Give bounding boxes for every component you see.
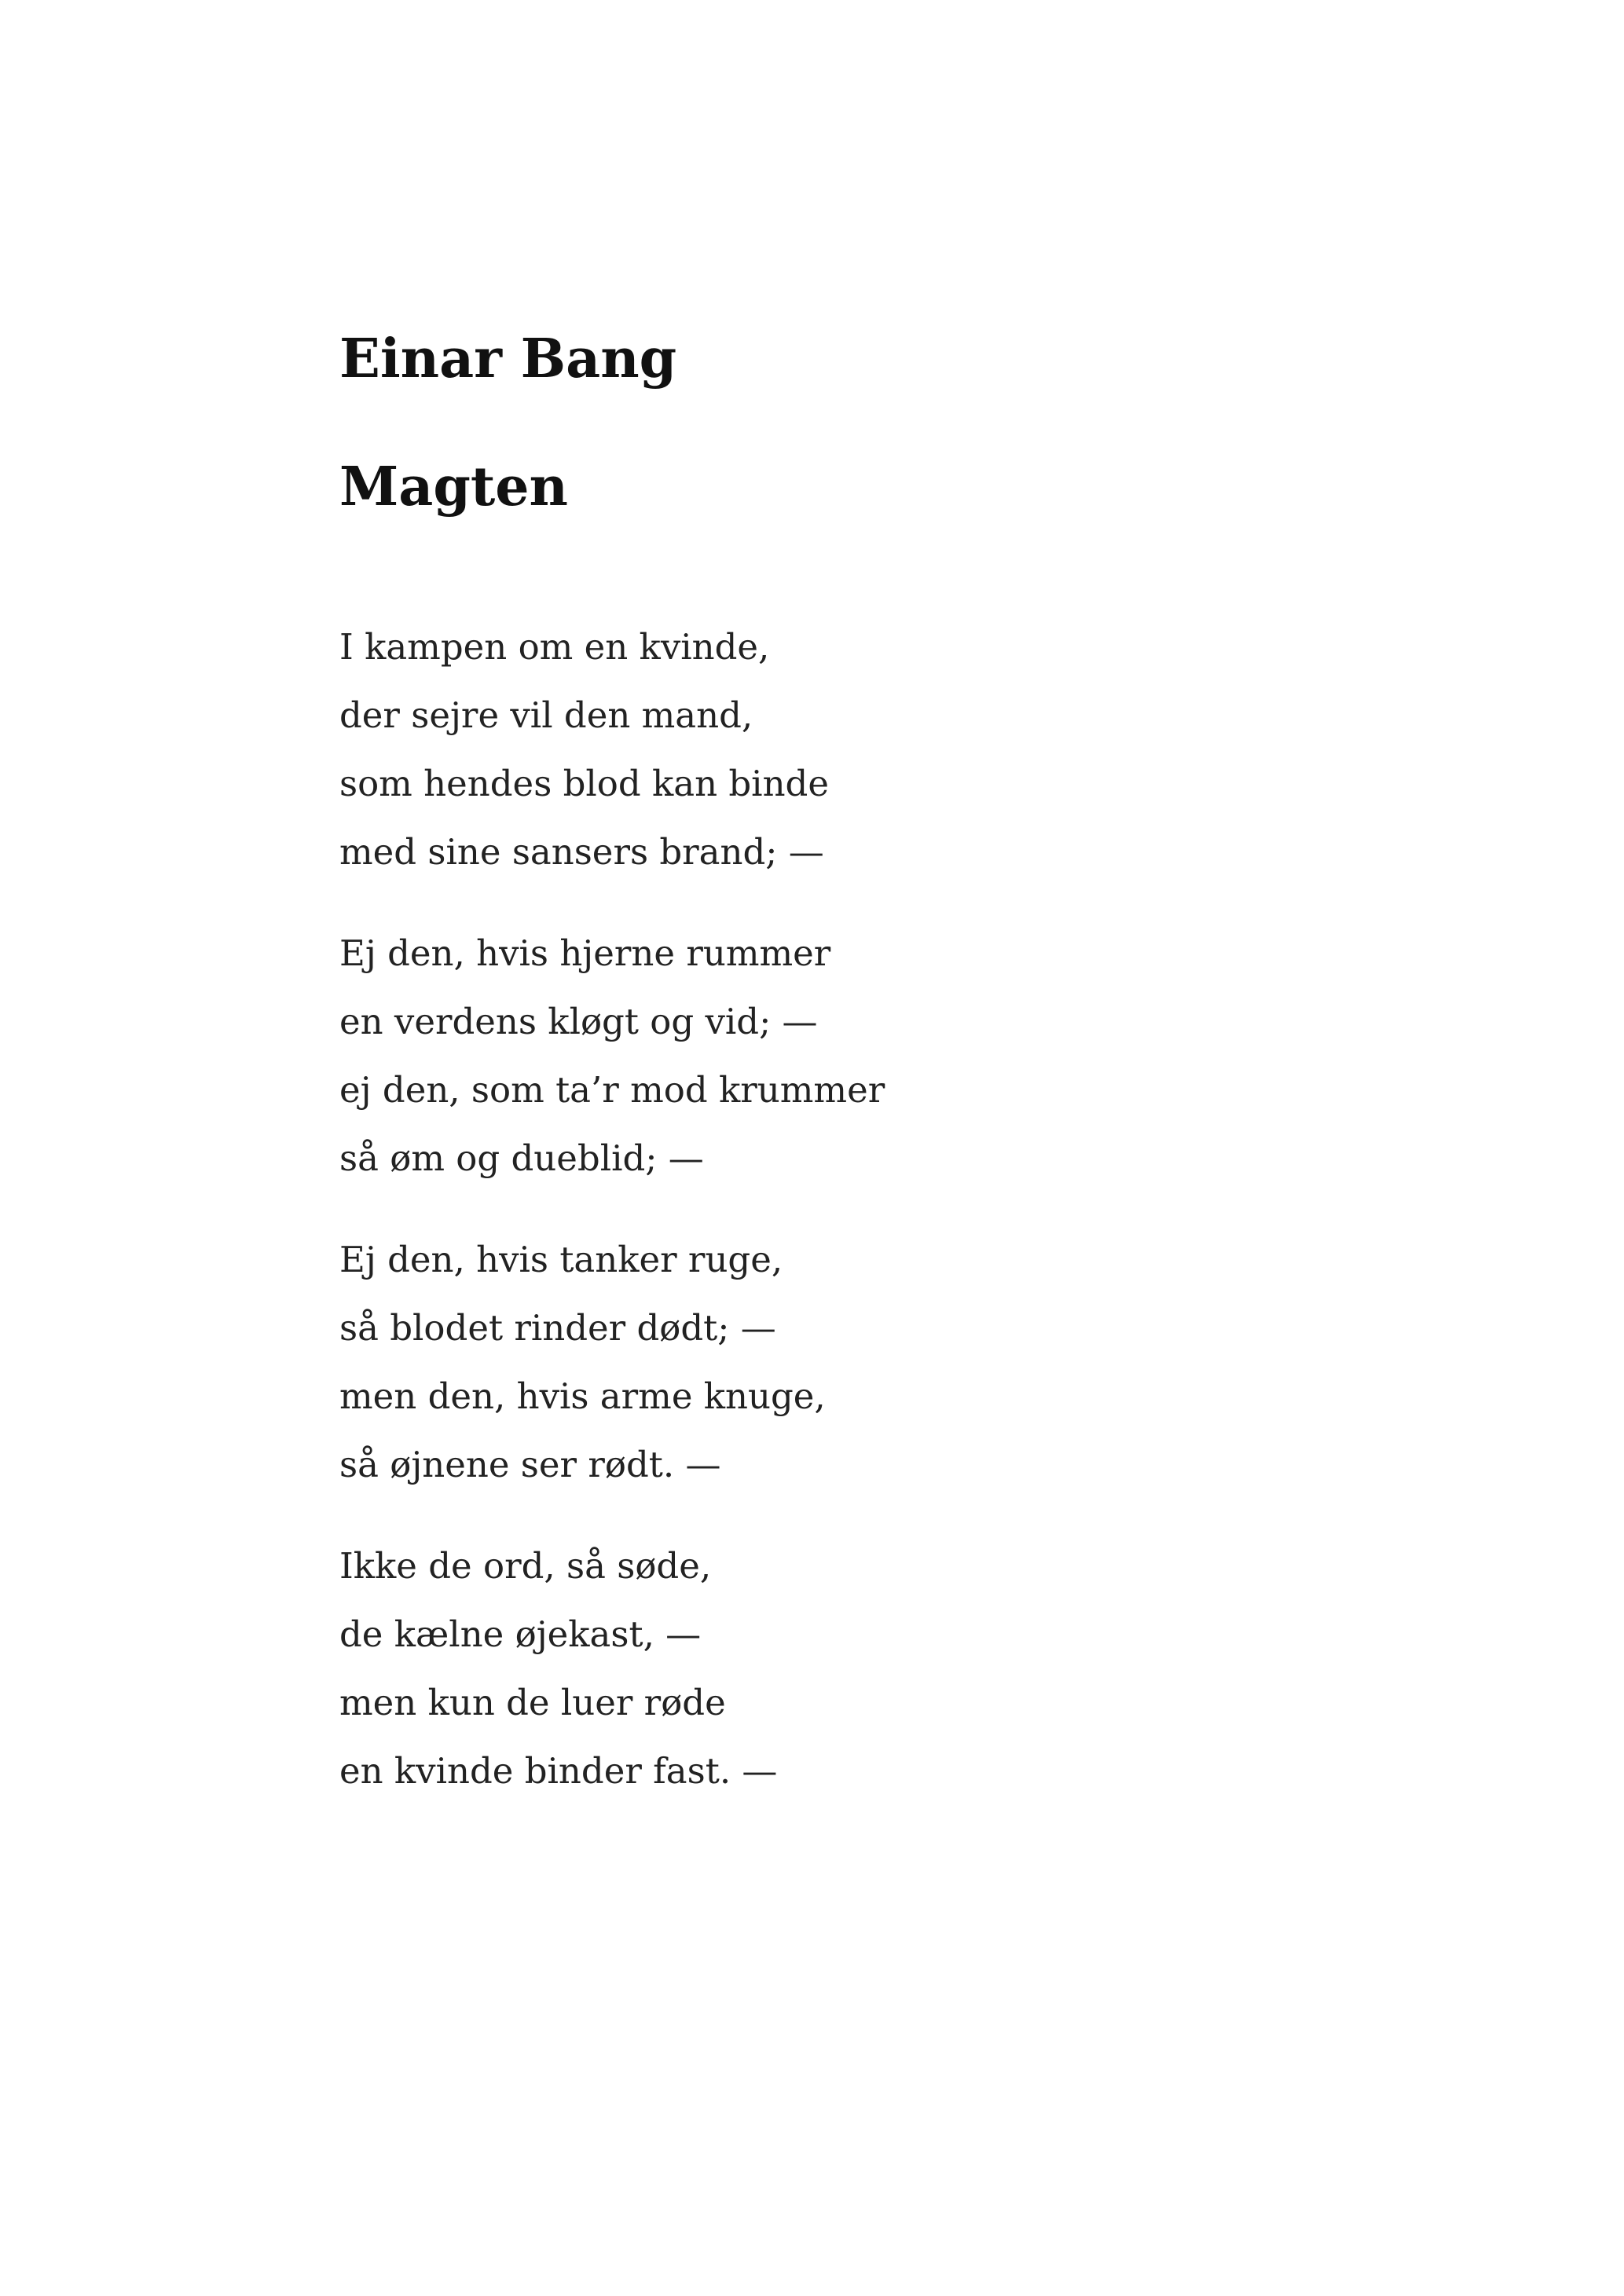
poem-line: så øjnene ser rødt. —	[339, 1444, 721, 1485]
poem-line: ej den, som ta’r mod krummer	[339, 1069, 885, 1111]
stanza-3	[339, 1225, 885, 1499]
poem-line: der sejre vil den mand,	[339, 694, 753, 736]
poem-line: så øm og dueblid; —	[339, 1137, 704, 1179]
poem-line: med sine sansers brand; —	[339, 831, 824, 873]
poem-line: Ej den, hvis hjerne rummer	[339, 932, 831, 974]
poem-line: en kvinde binder fast. —	[339, 1750, 778, 1792]
author-heading: Einar Bang	[339, 328, 677, 390]
poem-line: men den, hvis arme knuge,	[339, 1375, 826, 1417]
poem-line: Ikke de ord, så søde,	[339, 1545, 712, 1587]
poem-line: men kun de luer røde	[339, 1682, 726, 1723]
poem-line: de kælne øjekast, —	[339, 1613, 702, 1655]
poem-body	[339, 613, 885, 1838]
poem-line: som hendes blod kan binde	[339, 763, 829, 804]
poem-line: Ej den, hvis tanker ruge,	[339, 1239, 783, 1280]
stanza-1	[339, 613, 885, 886]
stanza-4	[339, 1532, 885, 1805]
poem-line: så blodet rinder dødt; —	[339, 1307, 776, 1349]
stanza-2	[339, 919, 885, 1192]
poem-line: I kampen om en kvinde,	[339, 626, 770, 668]
poem-line: en verdens kløgt og vid; —	[339, 1001, 818, 1042]
poem-title: Magten	[339, 456, 568, 518]
